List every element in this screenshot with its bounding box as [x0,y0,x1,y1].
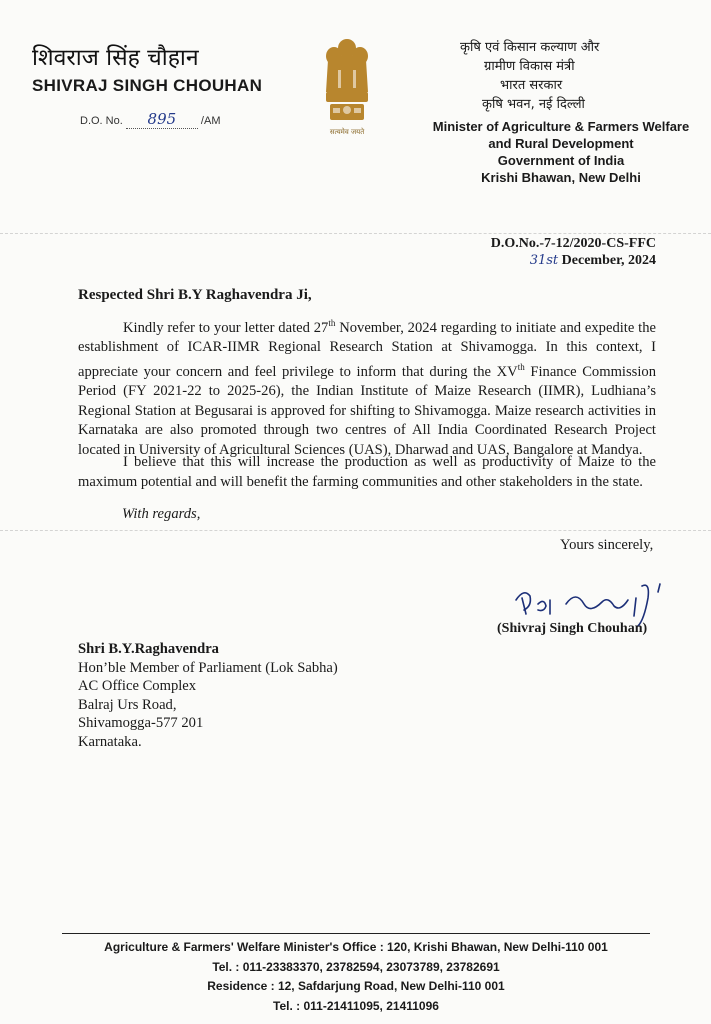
english-title-line: Krishi Bhawan, New Delhi [481,170,641,185]
hindi-title-line: कृषि एवं किसान कल्याण और [460,40,600,55]
date-day-handwritten: 31st [529,253,559,268]
body-paragraph-1 [78,314,656,460]
footer-line: Agriculture & Farmers' Welfare Minister's Office : 120, Krishi Bhawan, New Delhi-110 001 [104,940,608,954]
national-emblem-icon [318,30,376,140]
addressee-line: Balraj Urs Road, [78,696,177,713]
signatory-name: (Shivraj Singh Chouhan) [497,621,648,636]
reference-block [440,235,656,269]
para1-superscript-2: th [517,361,525,372]
addressee-line: AC Office Complex [78,678,197,694]
english-title-line: and Rural Development [488,136,634,151]
para1-text-c: Finance Commission Period (FY 2021-22 to 2025-26), the Indian Institute of Maize Research (IIMR), Ludhiana’s Regional Station at Begusarai is approved for shifting to Shivamogga. Maize research activities in Karnataka are also promoted through two centres of All India Coordinated Research Project located in University of Agricultural Sciences (UAS), Dharwad and UAS, Bangalore at Mandya. [78,363,656,458]
addressee-line: Shivamogga-577 201 [78,715,204,731]
regards-line: With regards, [122,506,201,522]
hindi-title-line: भारत सरकार [500,78,563,93]
ministry-title-english [421,118,701,186]
do-number-field [80,110,220,129]
footer-contact-block [62,938,650,1016]
scan-artifact-line [0,233,711,234]
reference-date [440,252,656,269]
do-suffix: /AM [200,115,221,127]
date-month-year: December, 2024 [561,253,656,268]
scan-artifact-line [0,530,711,531]
addressee-line: Hon’ble Member of Parliament (Lok Sabha) [78,659,338,676]
minister-name-hindi: शिवराज सिंह चौहान [32,45,199,71]
ministry-title-hindi [430,38,660,114]
hindi-title-line: ग्रामीण विकास मंत्री [484,59,575,74]
para1-text-b: November, 2024 regarding to initiate and expedite the establishment of ICAR-IIMR Regional Research Station at Shivamogga. In this context, I appreciate your concern and feel privilege to inform that during the XV [78,319,656,380]
minister-name-english: SHIVRAJ SINGH CHOUHAN [32,76,263,95]
salutation: Respected Shri B.Y Raghavendra Ji, [78,287,312,303]
addressee-name: Shri B.Y.Raghavendra [78,641,219,657]
footer-line: Tel. : 011-21411095, 21411096 [273,998,439,1013]
para1-text-a: Kindly refer to your letter dated 27 [123,319,329,336]
english-title-line: Minister of Agriculture & Farmers Welfare [432,119,690,134]
do-number-handwritten: 895 [126,110,198,129]
closing: Yours sincerely, [560,537,654,553]
addressee-block [78,640,338,751]
footer-line: Tel. : 011-23383370, 23782594, 23073789, 23782691 [212,959,500,974]
english-title-line: Government of India [497,153,625,168]
footer-divider [62,933,650,934]
hindi-title-line: कृषि भवन, नई दिल्ली [482,97,585,112]
footer-line: Residence : 12, Safdarjung Road, New Delhi-110 001 [207,979,505,993]
para1-superscript-1: th [328,318,336,328]
reference-do-number: D.O.No.-7-12/2020-CS-FFC [490,236,656,251]
emblem-motto: सत्यमेव जयते [329,128,365,136]
do-prefix: D.O. No. [80,115,123,127]
addressee-line: Karnataka. [78,733,142,750]
body-paragraph-2: I believe that this will increase the production as well as productivity of Maize to the maximum potential and will benefit the farming communities and other stakeholders in the state. [78,454,656,490]
